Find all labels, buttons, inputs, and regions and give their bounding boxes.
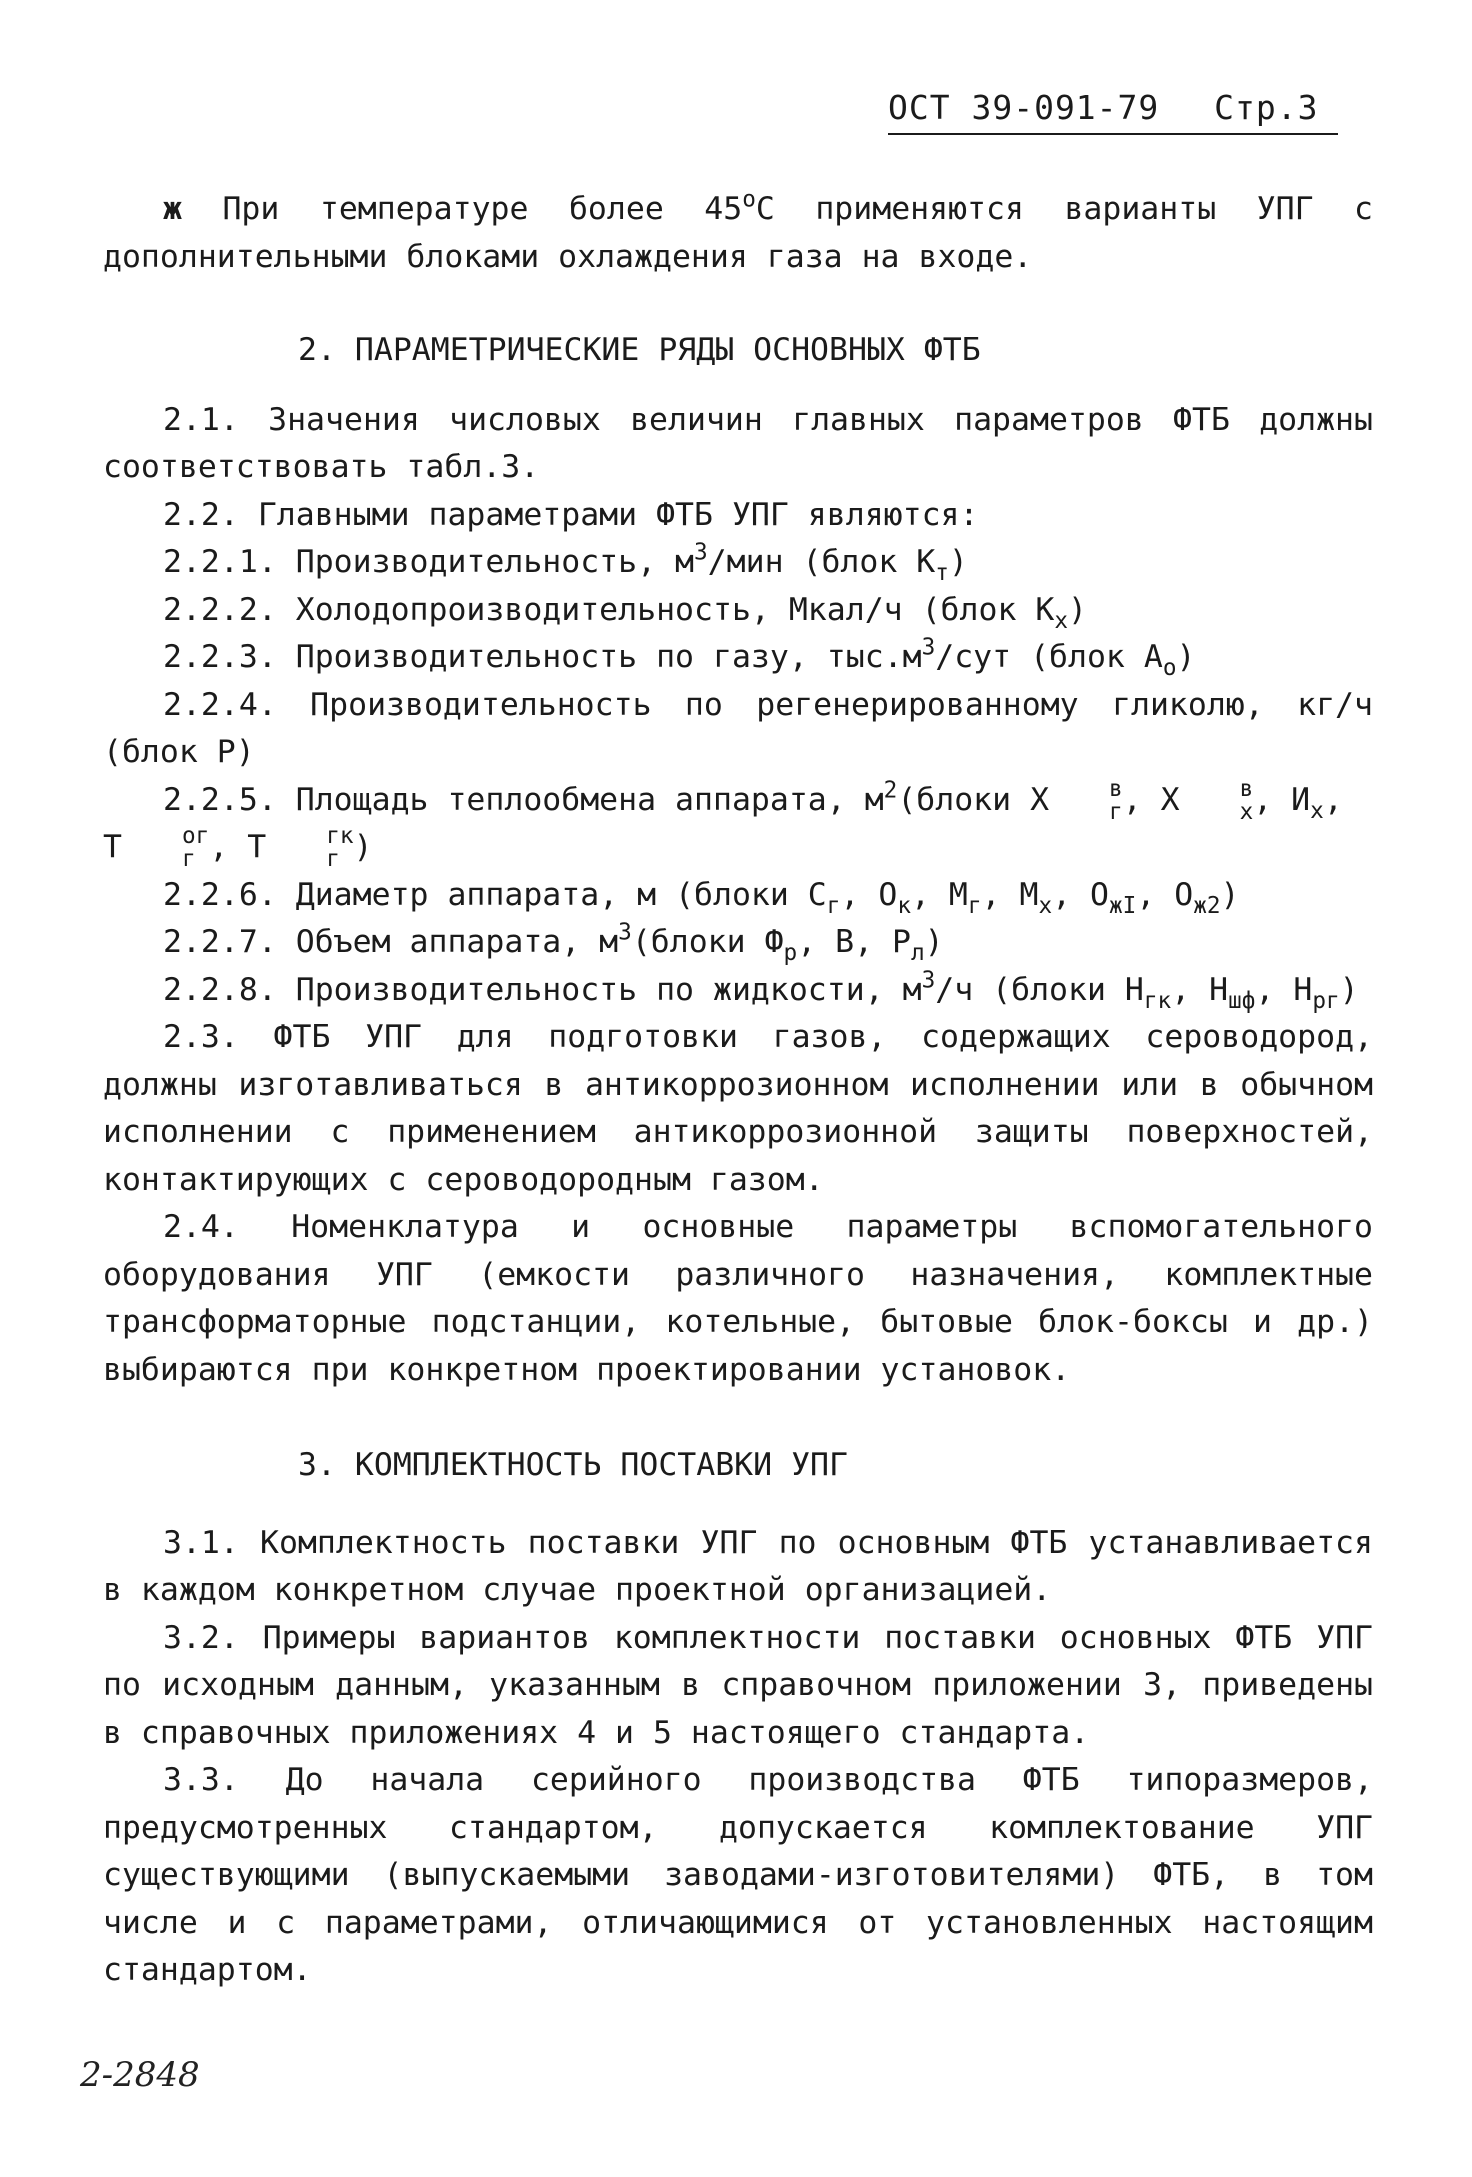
- section-3-title: 3. КОМПЛЕКТНОСТЬ ПОСТАВКИ УПГ: [298, 1447, 848, 1483]
- section-2-title: 2. ПАРАМЕТРИЧЕСКИЕ РЯДЫ ОСНОВНЫХ ФТБ: [298, 332, 981, 368]
- page-header: [888, 88, 1338, 135]
- handwritten-code: 2-2848: [80, 2055, 200, 2095]
- doc-number: ОСТ 39-091-79: [888, 88, 1160, 127]
- page-number: Стр.3: [1214, 88, 1319, 127]
- footnote-mark: ж: [163, 191, 182, 227]
- para-2-2-6: 2.2.6. Диаметр аппарата, м (блоки $С_г$, $О_к$, $М_г$, $М_х$, $О_{жI}$, $О_{ж2}$): [163, 876, 1240, 919]
- para-3-3: 3.3. До начала серийного производства ФТБ типоразмеров, предусмотренных стандартом, допускается комплектование УПГ существующими (выпускаемыми заводами-изготовителями) ФТБ, в том числе и с параметрами, отличающимися от установленных настоящим стандартом.: [103, 1762, 1373, 1988]
- spacer: [103, 281, 1373, 327]
- para-2-4: 2.4. Номенклатура и основные параметры вспомогательного оборудования УПГ (емкости различного назначения, комплектные трансформаторные подстанции, котельные, бытовые блок-боксы и др.) выбираются при конкретном проектировании установок.: [103, 1209, 1373, 1388]
- para-2-1: 2.1. Значения числовых величин главных параметров ФТБ должны соответствовать табл.3.: [103, 401, 1373, 485]
- para-2-3: 2.3. ФТБ УПГ для подготовки газов, содержащих сероводород, должны изготавливаться в антикоррозионном исполнении или в обычном исполнении с применением антикоррозионной защиты поверхностей, контактирующих с сероводородным газом.: [103, 1019, 1373, 1198]
- para-2-2-2: 2.2.2. Холодопроизводительность, Мкал/ч (блок $К_х$): [163, 591, 1087, 634]
- para-2-2-5: 2.2.5. Площадь теплообмена аппарата, $м^2(блоки$ Х в г , Х в х , $И_х$, Т ог г , Т гк г ): [103, 775, 1343, 872]
- para-2-2-3: 2.2.3. Производительность по газу, $тыс.м^3$/сут (блок $А_о$): [163, 634, 1196, 681]
- para-3-1: 3.1. Комплектность поставки УПГ по основным ФТБ устанавливается в каждом конкретном случае проектной организацией.: [103, 1524, 1373, 1608]
- para-2-2-8: 2.2.8. Производительность по жидкости, $м^3/ч$ (блоки $Н_{гк}$, $Н_{шф}$, $Н_{рг}$): [163, 967, 1359, 1014]
- para-2-2: 2.2. Главными параметрами ФТБ УПГ являются:: [163, 496, 979, 533]
- para-3-2: 3.2. Примеры вариантов комплектности поставки основных ФТБ УПГ по исходным данным, указанным в справочном приложении 3, приведены в справочных приложениях 4 и 5 настоящего стандарта.: [103, 1619, 1373, 1751]
- spacer: [103, 1490, 1373, 1520]
- para-2-2-7: 2.2.7. Объем аппарата, $м^3(блоки$ $Ф_р$, В, $Р_л$): [163, 919, 944, 966]
- spacer: [103, 375, 1373, 397]
- spacer: [103, 1394, 1373, 1442]
- footnote: ж При температуре более $45^оС$ применяются варианты УПГ с дополнительными блоками охлаждения газа на входе.: [103, 186, 1374, 275]
- para-2-2-4: 2.2.4. Производительность по регенерированному гликолю, кг/ч (блок Р): [103, 686, 1373, 770]
- document-body: [103, 186, 1373, 1995]
- para-2-2-1: 2.2.1. Производительность, $м^3$/мин (блок $К_т$): [163, 539, 968, 586]
